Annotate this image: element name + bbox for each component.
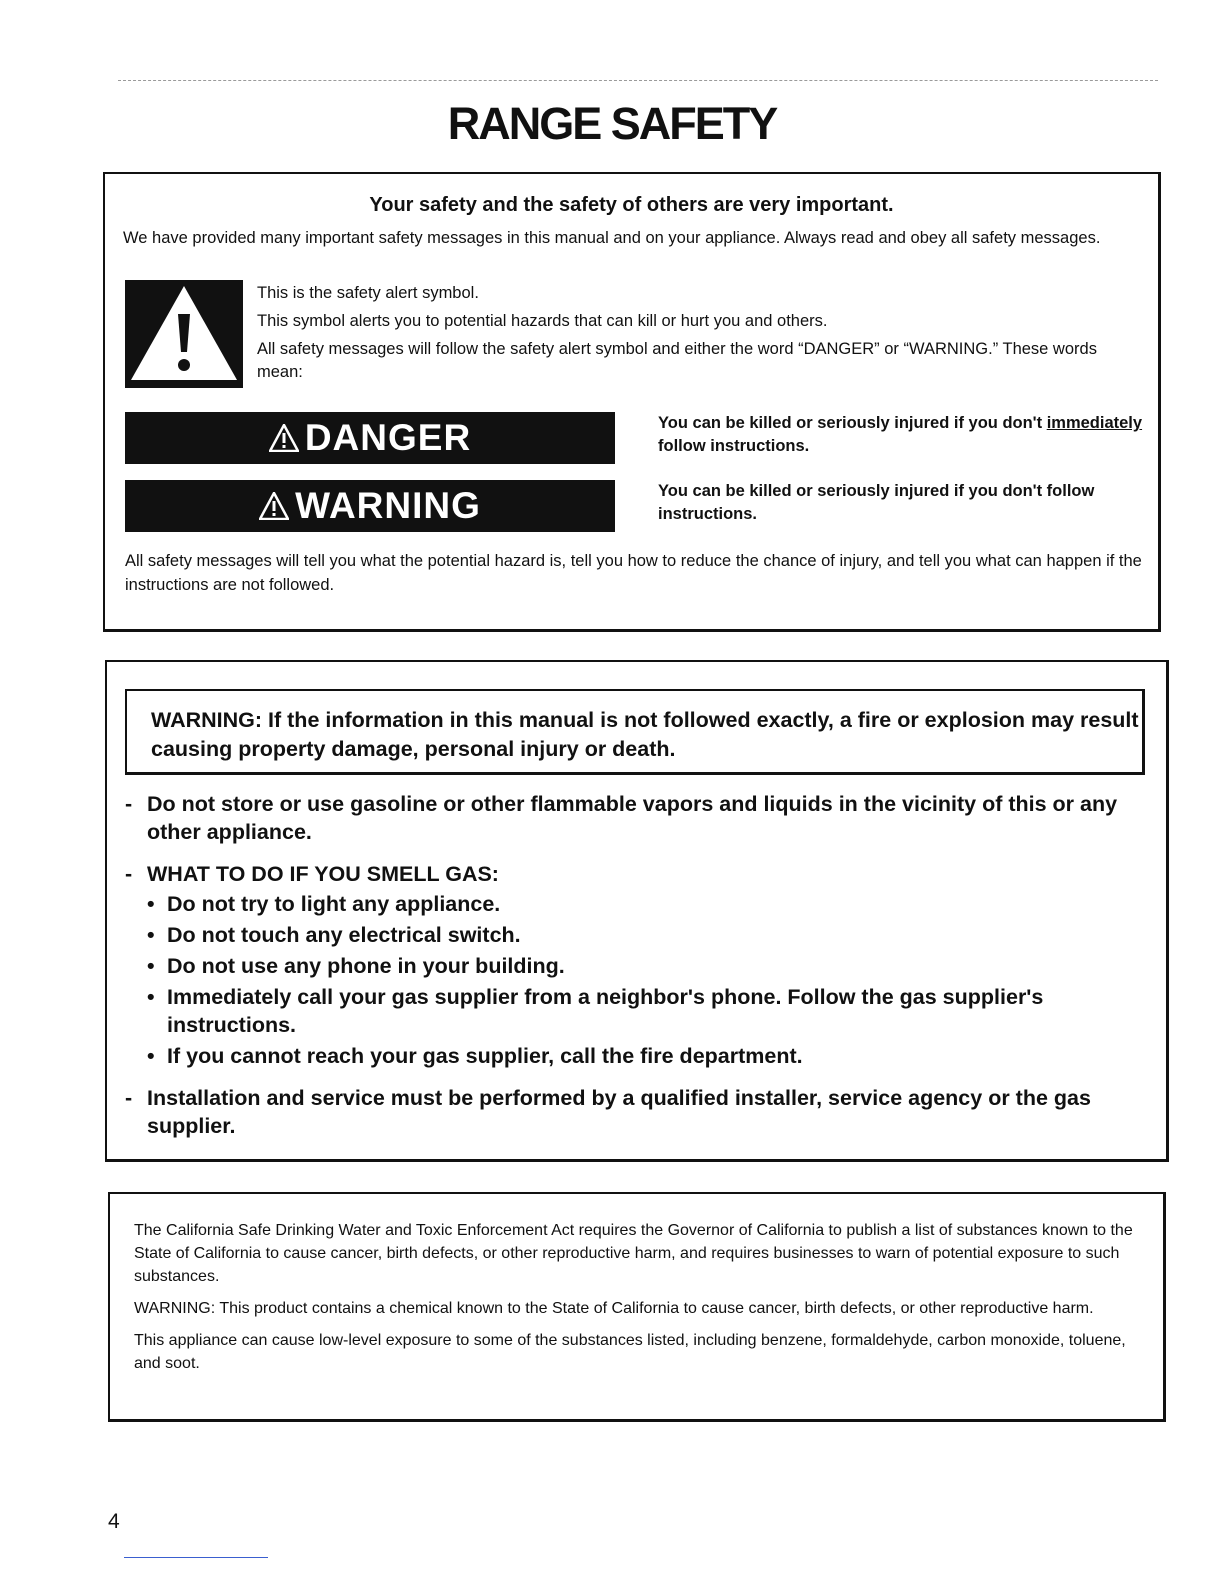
list-item xyxy=(125,790,1155,846)
california-notice xyxy=(134,1219,1144,1384)
bullet-marker: • xyxy=(147,1044,155,1068)
list-item-text: WHAT TO DO IF YOU SMELL GAS: xyxy=(147,862,499,886)
list-item-text: Installation and service must be performed by a qualified installer, service agency or the gas supplier. xyxy=(147,1086,1091,1138)
gas-warning-box xyxy=(105,660,1169,1162)
list-item xyxy=(125,860,1155,1070)
warning-label: WARNING xyxy=(295,485,481,526)
bullet-marker: • xyxy=(147,985,155,1009)
gas-smell-steps xyxy=(147,890,1155,1070)
danger-text-part: You can be killed or seriously injured if you don't xyxy=(658,414,1047,432)
sub-item-text: Do not try to light any appliance. xyxy=(167,892,501,916)
danger-meaning xyxy=(658,412,1148,458)
gas-instructions-list xyxy=(125,790,1155,1154)
danger-text-part: follow instructions. xyxy=(658,437,810,455)
page-title: RANGE SAFETY xyxy=(447,98,777,149)
bullet-marker: • xyxy=(147,954,155,978)
sub-item-text: Immediately call your gas supplier from a neighbor's phone. Follow the gas supplier's instructions. xyxy=(167,985,1044,1037)
list-item-text: Do not store or use gasoline or other flammable vapors and liquids in the vicinity of this or any other appliance. xyxy=(147,792,1118,844)
warning-alert-icon xyxy=(259,492,289,520)
sub-list-item xyxy=(147,1042,1155,1070)
sub-list-item xyxy=(147,921,1155,949)
fire-explosion-warning: WARNING: If the information in this manual is not followed exactly, a fire or explosion may result causing property damage, personal injury or death. xyxy=(151,708,1139,761)
dash-marker: - xyxy=(125,1086,133,1110)
dash-marker: - xyxy=(125,792,133,816)
notice-paragraph: This appliance can cause low-level exposure to some of the substances listed, including benzene, formaldehyde, carbon monoxide, toluene, and soot. xyxy=(134,1332,1126,1372)
list-item xyxy=(125,1084,1155,1140)
alert-line: All safety messages will follow the safety alert symbol and either the word “DANGER” or “WARNING.” These words mean: xyxy=(257,340,1097,381)
warning-signal-bar xyxy=(125,480,615,532)
sub-item-text: Do not touch any electrical switch. xyxy=(167,923,521,947)
danger-text-underlined: immediately xyxy=(1046,414,1143,432)
sub-list-item xyxy=(147,983,1155,1039)
bullet-marker: • xyxy=(147,923,155,947)
safety-heading: Your safety and the safety of others are very important. xyxy=(369,194,894,216)
alert-symbol-description xyxy=(257,282,1137,389)
notice-paragraph: The California Safe Drinking Water and Toxic Enforcement Act requires the Governor of California to publish a list of substances known to the State of California to cause cancer, birth defects, or other reproductive harm, and requires businesses to warn of potential exposure to such substances. xyxy=(134,1222,1133,1285)
safety-outro: All safety messages will tell you what the potential hazard is, tell you how to reduce the chance of injury, and tell you what can happen if the instructions are not followed. xyxy=(125,552,1142,594)
sub-item-text: If you cannot reach your gas supplier, call the fire department. xyxy=(167,1044,803,1068)
top-rule xyxy=(118,80,1158,81)
sub-item-text: Do not use any phone in your building. xyxy=(167,954,565,978)
sub-list-item xyxy=(147,952,1155,980)
warning-meaning: You can be killed or seriously injured if you don't follow instructions. xyxy=(658,482,1095,523)
dash-marker: - xyxy=(125,862,133,886)
sub-list-item xyxy=(147,890,1155,918)
bottom-rule xyxy=(124,1557,268,1558)
notice-paragraph: WARNING: This product contains a chemical known to the State of California to cause cancer, birth defects, or other reproductive harm. xyxy=(134,1300,1094,1317)
fire-explosion-warning-box xyxy=(125,689,1145,775)
danger-signal-bar xyxy=(125,412,615,464)
safety-alert-icon xyxy=(125,280,243,388)
california-notice-box xyxy=(108,1192,1166,1422)
alert-line: This is the safety alert symbol. xyxy=(257,284,479,302)
safety-info-box xyxy=(103,172,1161,632)
bullet-marker: • xyxy=(147,892,155,916)
alert-line: This symbol alerts you to potential hazards that can kill or hurt you and others. xyxy=(257,312,828,330)
page-number: 4 xyxy=(108,1510,120,1533)
danger-alert-icon xyxy=(269,424,299,452)
danger-label: DANGER xyxy=(304,417,472,458)
safety-intro: We have provided many important safety messages in this manual and on your appliance. Always read and obey all safety messages. xyxy=(123,229,1101,247)
